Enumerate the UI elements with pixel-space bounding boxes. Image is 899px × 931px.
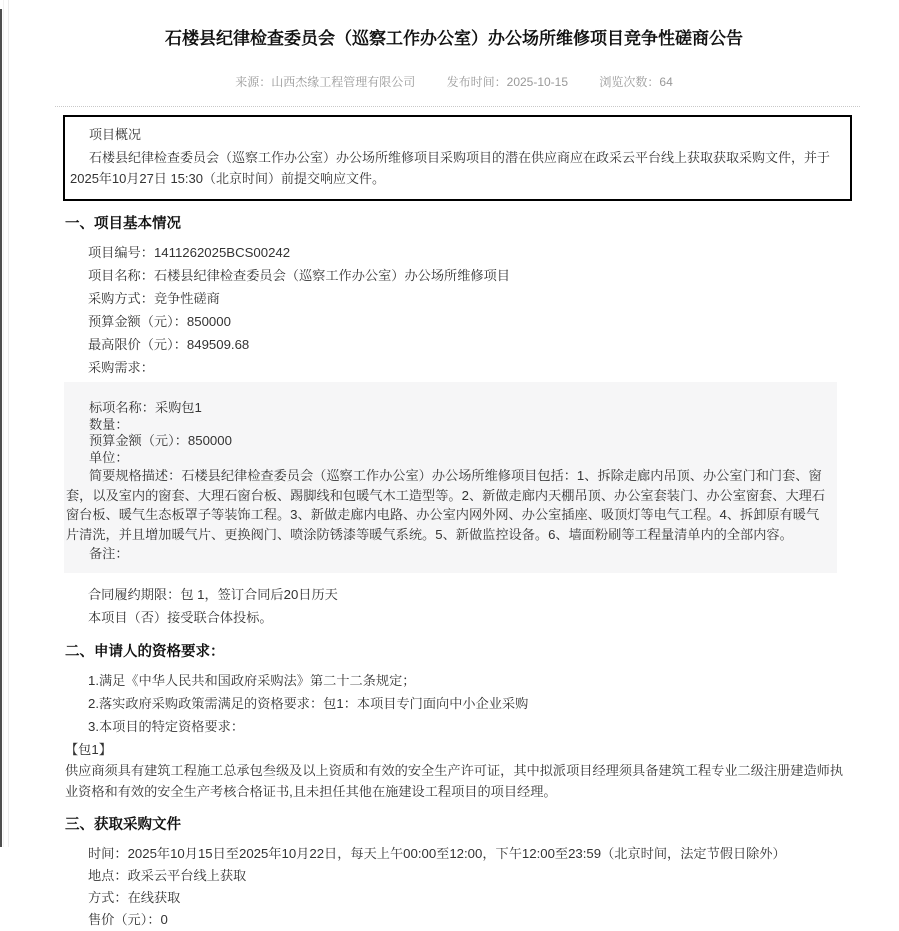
contract-info	[88, 583, 899, 629]
field-label: 项目编号：	[88, 245, 154, 260]
field-label: 最高限价（元）：	[88, 337, 187, 352]
field-label: 地点：	[88, 867, 128, 883]
qualification-item-3: 3.本项目的特定资格要求：	[88, 718, 245, 734]
field-value: 850000	[187, 433, 232, 448]
field-label: 方式：	[88, 889, 128, 905]
meta-row	[9, 73, 899, 90]
section1-heading: 一、项目基本情况	[65, 216, 181, 232]
field-value: 包 1，签订合同后20日历天	[180, 586, 338, 602]
field-price	[88, 909, 899, 931]
panel-unit	[66, 450, 827, 467]
panel-spec-description	[66, 466, 827, 544]
supplier-requirement: 供应商须具有建筑工程施工总承包叁级及以上资质和有效的安全生产许可证，其中拟派项目经理须具备建筑工程专业二级注册建造师执业资格和有效的安全生产考核合格证书,且未担任其他在施建设工程项目的项目经理。	[65, 762, 844, 799]
dotted-divider	[55, 106, 860, 107]
panel-quantity	[66, 417, 827, 434]
source-value: 山西杰缘工程管理有限公司	[271, 75, 416, 89]
overview-body: 石楼县纪律检查委员会（巡察工作办公室）办公场所维修项目采购项目的潜在供应商应在政采云平台线上获取获取采购文件，并于2025年10月27日 15:30（北京时间）前提交响应文件。	[70, 150, 831, 186]
window-left-edge-bar	[0, 9, 2, 847]
source-label: 来源：	[235, 75, 272, 89]
overview-heading: 项目概况	[89, 127, 142, 142]
panel-budget	[66, 433, 827, 450]
qualification-item-2: 2.落实政府采购政策需满足的资格要求：包1：本项目专门面向中小企业采购	[88, 695, 529, 711]
meta-source	[235, 73, 415, 90]
field-value: 竞争性磋商	[153, 291, 220, 306]
field-label: 备注：	[89, 546, 129, 561]
field-budget-amount	[88, 310, 899, 333]
joint-bid-note: 本项目（否）接受联合体投标。	[88, 609, 273, 625]
obtain-document-fields	[88, 843, 899, 931]
page-title: 石楼县纪律检查委员会（巡察工作办公室）办公场所维修项目竞争性磋商公告	[165, 29, 743, 48]
field-label: 标项名称：	[89, 400, 155, 415]
field-label: 项目名称：	[88, 268, 154, 283]
field-label: 单位：	[89, 449, 129, 465]
section2-heading: 二、申请人的资格要求：	[65, 643, 225, 660]
field-value: 政采云平台线上获取	[127, 867, 247, 883]
field-label: 时间：	[88, 845, 128, 861]
meta-publish-time	[447, 73, 568, 90]
field-label: 数量：	[89, 416, 129, 432]
qualification-item-1: 1.满足《中华人民共和国政府采购法》第二十二条规定；	[88, 672, 416, 688]
contract-period	[88, 583, 899, 606]
field-value: 850000	[186, 314, 231, 329]
field-value: 石楼县纪律检查委员会（巡察工作办公室）办公场所维修项目包括：1、拆除走廊内吊顶、办公室门和门套、窗套，以及室内的窗套、大理石窗台板、踢脚线和包暖气木工造型等。2、新做走廊内天棚吊顶、办公室套装门、办公室窗套、大理石窗台板、暖气生态板罩子等装饰工程。3、新做走廊内电路、办公室内网外网、办公室插座、吸顶灯等电气工程。4、拆卸原有暖气片清洗，并且增加暖气片、更换阀门、喷涂防锈漆等暖气系统。5、新做监控设备。6、墙面粉刷等工程量清单内的全部内容。	[66, 468, 826, 542]
field-value: 2025年10月15日至2025年10月22日，每天上午00:00至12:00，下午12:00至23:59（北京时间，法定节假日除外）	[127, 845, 786, 861]
field-value: 在线获取	[127, 889, 181, 905]
left-gutter-line	[3, 0, 4, 847]
left-gutter-divider	[8, 0, 9, 847]
field-procurement-demand	[88, 356, 899, 379]
field-value: 1411262025BCS00242	[153, 245, 291, 260]
publish-time-label: 发布时间：	[446, 75, 507, 89]
section3-heading: 三、获取采购文件	[65, 816, 181, 833]
meta-view-count	[599, 73, 672, 90]
field-project-number	[88, 241, 899, 264]
basic-info-fields	[88, 241, 899, 379]
spec-panel	[64, 382, 837, 573]
field-max-price	[88, 333, 899, 356]
field-project-name	[88, 264, 899, 287]
field-value: 0	[160, 911, 168, 927]
project-overview-box	[63, 115, 852, 201]
qualification-items	[88, 669, 899, 738]
field-label: 简要规格描述：	[89, 468, 182, 483]
field-label: 采购方式：	[88, 291, 154, 306]
field-label: 采购需求：	[88, 360, 154, 375]
package-tag: 【包1】	[65, 741, 112, 757]
field-value: 采购包1	[154, 400, 202, 415]
field-label: 合同履约期限：	[88, 586, 181, 602]
announcement-page	[9, 0, 899, 931]
field-label: 售价（元）：	[88, 911, 161, 927]
field-value: 849509.68	[186, 337, 250, 352]
field-time	[88, 843, 899, 865]
panel-lot-name	[66, 400, 827, 417]
panel-remark	[66, 544, 827, 564]
field-location	[88, 865, 899, 887]
field-procurement-method	[88, 287, 899, 310]
field-label: 预算金额（元）：	[89, 433, 188, 448]
view-count-label: 浏览次数：	[599, 75, 660, 89]
publish-time-value: 2025-10-15	[506, 75, 569, 89]
field-value: 石楼县纪律检查委员会（巡察工作办公室）办公场所维修项目	[153, 268, 510, 283]
view-count-value: 64	[659, 75, 673, 89]
field-label: 预算金额（元）：	[88, 314, 187, 329]
field-method	[88, 887, 899, 909]
